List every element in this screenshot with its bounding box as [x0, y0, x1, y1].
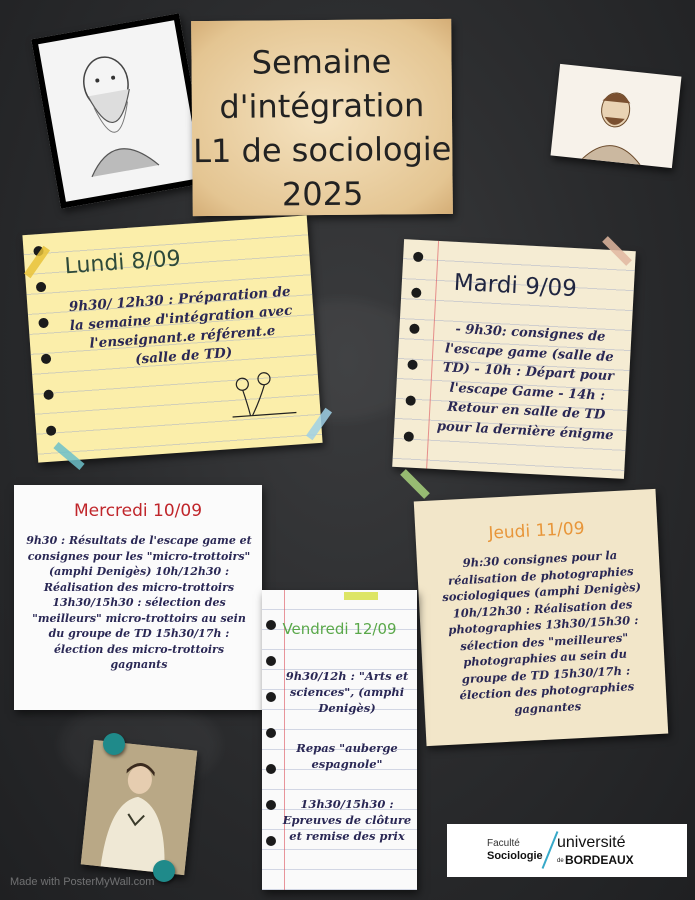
note-jeudi-title: Jeudi 11/09	[487, 518, 586, 544]
portrait-sketch-icon	[551, 64, 682, 168]
logo-faculte: Faculté	[487, 838, 520, 849]
portrait-woman-photo	[81, 740, 197, 875]
university-logo	[447, 824, 687, 877]
note-mercredi-title: Mercredi 10/09	[73, 501, 203, 521]
binder-holes	[33, 246, 60, 462]
note-vendredi	[262, 590, 417, 890]
pushpin-icon	[153, 860, 175, 882]
note-vendredi-body-1: 9h30/12h : "Arts et sciences", (amphi Denigès)	[285, 669, 409, 715]
poster-title	[191, 39, 453, 217]
title-paper	[191, 19, 453, 216]
note-vendredi-body-2: Repas "auberge espagnole"	[296, 741, 398, 771]
tape-strip	[344, 592, 378, 600]
note-jeudi-body: 9h:30 consignes pour la réalisation de photographies sociologiques (amphi Denigès) 10h/12h30 : Réalisation des photographies 13h30/15h30 : sélection des "meilleures" photographies au sein du groupe de TD 15h30/17h : élection des photographies gagnantes	[441, 547, 642, 717]
title-line-1: Semaine	[251, 42, 392, 82]
title-line-3: L1 de sociologie	[193, 129, 452, 171]
portrait-painting-icon	[81, 740, 197, 875]
portrait-sketch-icon	[38, 22, 188, 190]
note-mercredi	[14, 485, 262, 710]
binder-holes	[402, 252, 425, 468]
note-mardi-body: - 9h30: consignes de l'escape game (salle de TD) - 10h : Départ pour l'escape Game - 14h : Retour en salle de TD pour la dernière énigme	[436, 321, 615, 443]
note-lundi	[22, 215, 322, 462]
logo-de: de	[557, 858, 564, 864]
note-mardi-title: Mardi 9/09	[453, 269, 578, 303]
logo-slash-icon	[542, 831, 559, 869]
tape-strip	[400, 469, 430, 499]
note-lundi-body: 9h30/ 12h30 : Préparation de la semaine d'intégration avec l'enseignant.e référent.e (salle de TD)	[68, 283, 293, 368]
portrait-durkheim-photo	[31, 13, 209, 208]
note-mardi	[392, 239, 636, 479]
note-lundi-title: Lundi 8/09	[63, 246, 182, 280]
logo-sociologie: Sociologie	[487, 850, 543, 862]
pushpin-icon	[103, 733, 125, 755]
note-vendredi-title: Vendredi 12/09	[282, 620, 397, 638]
title-line-4: 2025	[281, 174, 364, 214]
binder-holes	[266, 620, 278, 872]
flower-doodle-icon	[227, 366, 300, 421]
note-mercredi-body: 9h30 : Résultats de l'escape game et consignes pour les "micro-trottoirs" (amphi Denigès) 10h/12h30 : Réalisation des micro-trottoirs 13h30/15h30 : sélection des "meilleurs" micro-trottoirs au sein du groupe de TD 15h30/17h : élection des micro-trottoirs gagnants	[26, 534, 252, 671]
portrait-weber-photo	[551, 64, 682, 168]
logo-bordeaux: BORDEAUX	[565, 853, 634, 867]
watermark: Made with PosterMyWall.com	[10, 876, 155, 888]
note-jeudi	[414, 489, 668, 746]
logo-universite: université	[557, 834, 626, 851]
title-line-2: d'intégration	[219, 86, 425, 126]
note-vendredi-body-3: 13h30/15h30 : Epreuves de clôture et remise des prix	[282, 797, 412, 843]
